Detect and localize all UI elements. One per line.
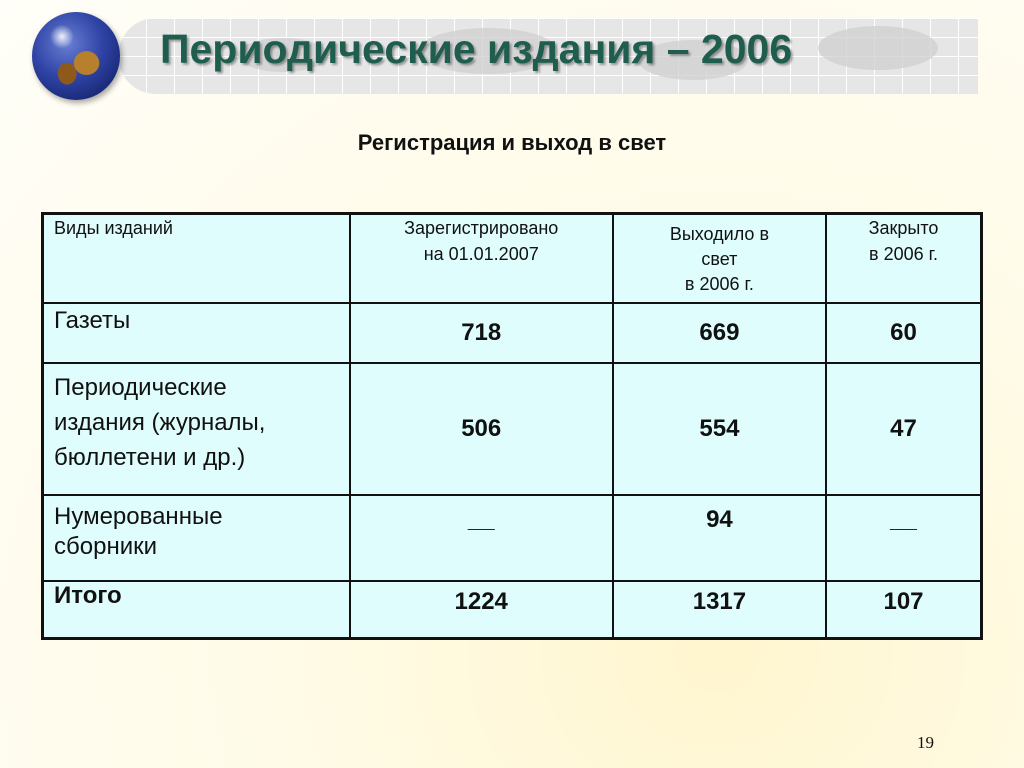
- published-value: 669: [613, 303, 826, 363]
- registered-value: 506: [350, 363, 613, 495]
- slide-title: Периодические издания – 2006: [160, 26, 793, 72]
- row-label: Нумерованные сборники: [43, 495, 350, 581]
- closed-value: __: [826, 495, 982, 581]
- total-published: 1317: [613, 581, 826, 639]
- closed-value: 47: [826, 363, 982, 495]
- registered-value: 718: [350, 303, 613, 363]
- map-shape: [818, 26, 938, 70]
- total-label: Итого: [43, 581, 350, 639]
- header-closed: Закрыто в 2006 г.: [826, 214, 982, 303]
- header-published: Выходило в свет в 2006 г.: [613, 214, 826, 303]
- table-row: [43, 363, 982, 495]
- header-publication-type: Виды изданий: [43, 214, 350, 303]
- total-registered: 1224: [350, 581, 613, 639]
- published-value: 554: [613, 363, 826, 495]
- table-row: [43, 495, 982, 581]
- publications-table: [41, 212, 983, 640]
- slide-subtitle: Регистрация и выход в свет: [357, 130, 667, 155]
- globe-icon: [32, 12, 120, 100]
- published-value: 94: [613, 495, 826, 581]
- registered-value: __: [350, 495, 613, 581]
- table-total-row: [43, 581, 982, 639]
- page-number: 19: [917, 733, 934, 752]
- row-label: Периодические издания (журналы, бюллетени и др.): [43, 363, 350, 495]
- table-row: [43, 303, 982, 363]
- total-closed: 107: [826, 581, 982, 639]
- row-label: Газеты: [43, 303, 350, 363]
- closed-value: 60: [826, 303, 982, 363]
- header-registered: Зарегистрировано на 01.01.2007: [350, 214, 613, 303]
- table-header-row: [43, 214, 982, 303]
